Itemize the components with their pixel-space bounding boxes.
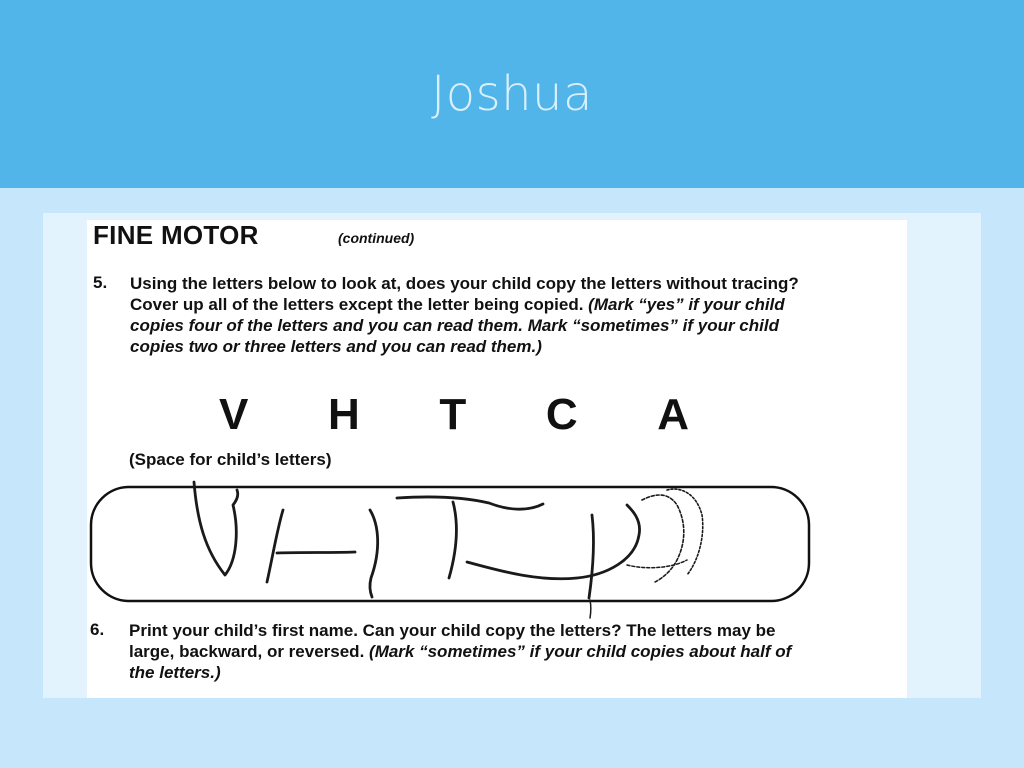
section-continued-note: (continued) bbox=[338, 230, 415, 246]
sample-letter: C bbox=[545, 390, 578, 439]
question-6-instruction: (Mark “sometimes” if your child copies about half of the letters.) bbox=[129, 642, 792, 682]
scanned-questionnaire bbox=[87, 220, 907, 698]
section-heading: FINE MOTOR bbox=[93, 220, 259, 250]
question-6-text: Print your child’s first name. Can your child copy the letters? The letters may be large, backward, or reversed. bbox=[129, 621, 776, 661]
sample-letter: A bbox=[657, 390, 689, 439]
child-letters-space-label: (Space for child’s letters) bbox=[129, 450, 332, 469]
question-5-text: Using the letters below to look at, does your child copy the letters without tracing? Cover up all of the letters except the letter being copied. bbox=[130, 274, 799, 314]
sample-letter: T bbox=[439, 390, 467, 439]
question-5-instruction: (Mark “yes” if your child copies four of the letters and you can read them. Mark “sometimes” if your child copies two or three letters and you can read them.) bbox=[130, 295, 785, 356]
question-6-body bbox=[129, 620, 819, 683]
sample-letter: V bbox=[219, 390, 249, 439]
question-5-number: 5. bbox=[93, 273, 108, 292]
question-6-number: 6. bbox=[90, 620, 105, 639]
slide-title: Joshua bbox=[431, 66, 593, 122]
sample-letter: H bbox=[327, 390, 360, 439]
title-bar bbox=[0, 0, 1024, 188]
child-handwriting bbox=[194, 482, 703, 618]
